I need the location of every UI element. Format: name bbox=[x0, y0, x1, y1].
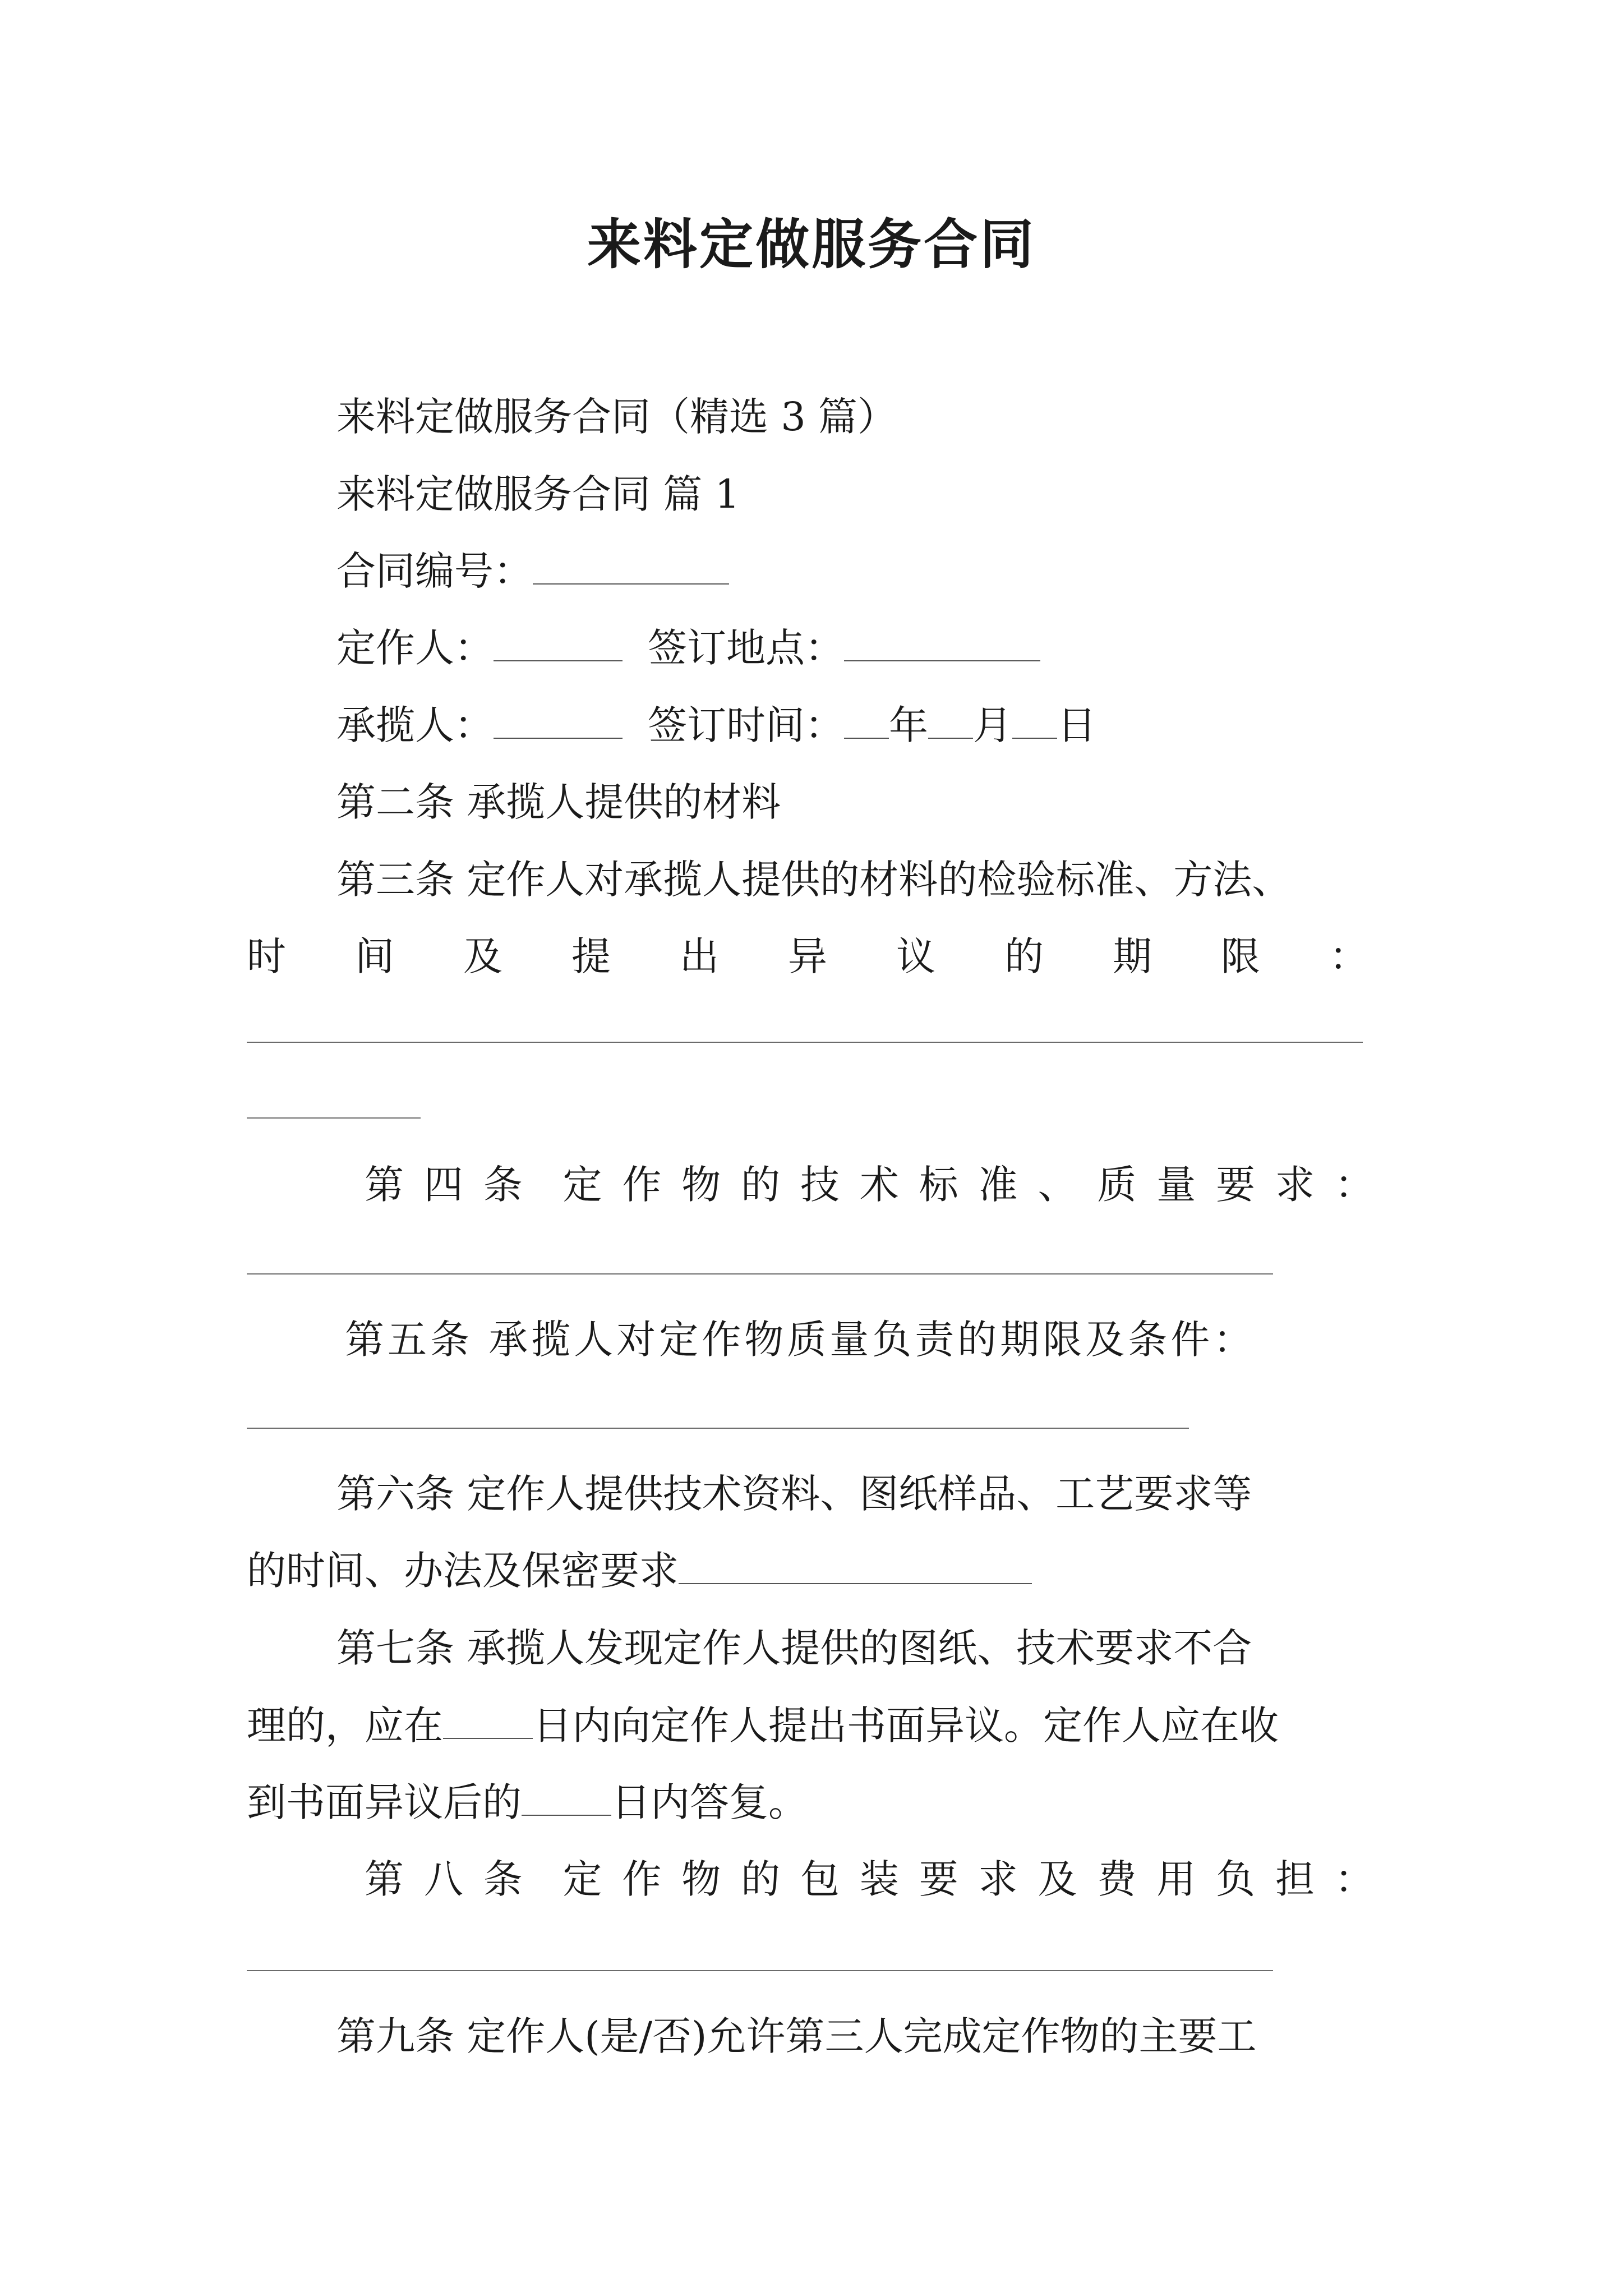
article-3-char: 期 bbox=[1113, 933, 1152, 979]
day-blank bbox=[1012, 698, 1057, 739]
article-3-char: 异 bbox=[788, 933, 827, 979]
subtitle: 来料定做服务合同（精选 3 篇） bbox=[336, 394, 897, 440]
article-8-char: ： bbox=[1334, 1856, 1374, 1902]
article-8-char: 求 bbox=[978, 1856, 1018, 1902]
article-8-char: 物 bbox=[681, 1856, 721, 1902]
article-7-reply-blank bbox=[522, 1775, 611, 1816]
article-4-char: ： bbox=[1334, 1162, 1374, 1208]
article-4 bbox=[365, 1158, 1374, 1212]
month-label: 月 bbox=[973, 702, 1012, 748]
article-7-days-blank bbox=[443, 1699, 533, 1739]
article-8-char: 用 bbox=[1156, 1856, 1196, 1902]
article-5: 第五条 承揽人对定作物质量负责的期限及条件： bbox=[345, 1317, 1256, 1363]
article-4-char: 量 bbox=[1156, 1162, 1196, 1208]
contractor-label: 承揽人： bbox=[336, 702, 494, 748]
contract-number-label: 合同编号： bbox=[336, 548, 533, 594]
article-8-char: 及 bbox=[1038, 1856, 1077, 1902]
article-4-char: 的 bbox=[741, 1162, 781, 1208]
article-3-char: 出 bbox=[680, 933, 719, 979]
article-3-line-1: 第三条 定作人对承揽人提供的材料的检验标准、方法、 bbox=[336, 857, 1292, 903]
article-4-char: 定 bbox=[562, 1162, 602, 1208]
year-blank bbox=[844, 698, 889, 739]
article-4-char: 质 bbox=[1097, 1162, 1137, 1208]
article-8-blank-line bbox=[247, 1970, 1273, 1971]
article-6-text: 的时间、办法及保密要求 bbox=[247, 1548, 679, 1594]
article-7-text-b: 日内向定作人提出书面异议。定作人应在收 bbox=[533, 1703, 1279, 1749]
sign-place-label: 签订地点： bbox=[648, 625, 844, 671]
part-heading: 来料定做服务合同 篇 1 bbox=[336, 471, 740, 517]
article-4-char: 要 bbox=[1216, 1162, 1256, 1208]
sign-time-label: 签订时间： bbox=[648, 702, 844, 748]
article-3-blank-line bbox=[247, 1042, 1363, 1043]
article-4-char: 技 bbox=[800, 1162, 840, 1208]
article-8-char: 要 bbox=[919, 1856, 958, 1902]
article-7-text-c: 到书面异议后的 bbox=[247, 1779, 522, 1825]
article-3-char: 提 bbox=[571, 933, 611, 979]
article-4-char: 求 bbox=[1275, 1162, 1315, 1208]
article-6-line-2 bbox=[247, 1544, 1032, 1598]
article-7-line-2 bbox=[247, 1699, 1279, 1752]
document-title: 来料定做服务合同 bbox=[587, 213, 1036, 276]
article-4-char: 、 bbox=[1038, 1162, 1077, 1208]
article-8-char: 的 bbox=[741, 1856, 781, 1902]
article-8-char: 第 bbox=[365, 1856, 404, 1902]
article-3-char: 时 bbox=[247, 933, 286, 979]
article-3-line-2 bbox=[247, 930, 1368, 983]
article-8-char: 装 bbox=[859, 1856, 899, 1902]
ordering-party-label: 定作人： bbox=[336, 625, 494, 671]
article-8-char: 定 bbox=[562, 1856, 602, 1902]
article-4-char: 第 bbox=[365, 1162, 404, 1208]
article-9-line-1: 第九条 定作人(是/否)允许第三人完成定作物的主要工 bbox=[336, 2013, 1257, 2059]
article-4-char: 四 bbox=[423, 1162, 463, 1208]
article-8 bbox=[365, 1852, 1374, 1906]
article-8-char: 八 bbox=[423, 1856, 463, 1902]
article-3-char: 议 bbox=[896, 933, 935, 979]
year-label: 年 bbox=[889, 702, 928, 748]
article-8-char: 作 bbox=[622, 1856, 662, 1902]
article-4-char: 准 bbox=[978, 1162, 1018, 1208]
article-4-char: 标 bbox=[919, 1162, 958, 1208]
article-6-blank bbox=[679, 1544, 1032, 1584]
sign-place-blank bbox=[844, 621, 1040, 661]
article-3-char: ： bbox=[1329, 933, 1368, 979]
article-3-blank-line-short bbox=[247, 1117, 421, 1119]
article-3-char: 限 bbox=[1221, 933, 1260, 979]
article-3-char: 的 bbox=[1004, 933, 1044, 979]
article-4-char: 条 bbox=[483, 1162, 523, 1208]
article-8-char: 费 bbox=[1097, 1856, 1137, 1902]
contract-number-line bbox=[336, 544, 729, 598]
article-4-char: 物 bbox=[681, 1162, 721, 1208]
article-7-text-a: 理的，应在 bbox=[247, 1703, 443, 1749]
contract-number-blank bbox=[533, 544, 729, 585]
article-4-char: 作 bbox=[622, 1162, 662, 1208]
article-8-char: 担 bbox=[1275, 1856, 1315, 1902]
article-8-char: 包 bbox=[800, 1856, 840, 1902]
article-5-blank-line bbox=[247, 1428, 1189, 1429]
article-6-line-1: 第六条 定作人提供技术资料、图纸样品、工艺要求等 bbox=[336, 1471, 1252, 1517]
day-label: 日 bbox=[1057, 702, 1096, 748]
contractor-blank bbox=[494, 698, 623, 739]
month-blank bbox=[928, 698, 973, 739]
article-8-char: 负 bbox=[1216, 1856, 1256, 1902]
article-3-char: 及 bbox=[463, 933, 502, 979]
ordering-party-line bbox=[336, 621, 1040, 675]
article-7-line-3 bbox=[247, 1775, 808, 1829]
article-4-blank-line bbox=[247, 1273, 1273, 1274]
article-7-line-1: 第七条 承揽人发现定作人提供的图纸、技术要求不合 bbox=[336, 1625, 1252, 1671]
ordering-party-blank bbox=[494, 621, 623, 661]
article-4-char: 术 bbox=[859, 1162, 899, 1208]
article-3-char: 间 bbox=[355, 933, 394, 979]
article-7-text-d: 日内答复。 bbox=[611, 1779, 808, 1825]
contractor-line bbox=[336, 698, 1096, 752]
article-2: 第二条 承揽人提供的材料 bbox=[336, 779, 781, 825]
article-8-char: 条 bbox=[483, 1856, 523, 1902]
